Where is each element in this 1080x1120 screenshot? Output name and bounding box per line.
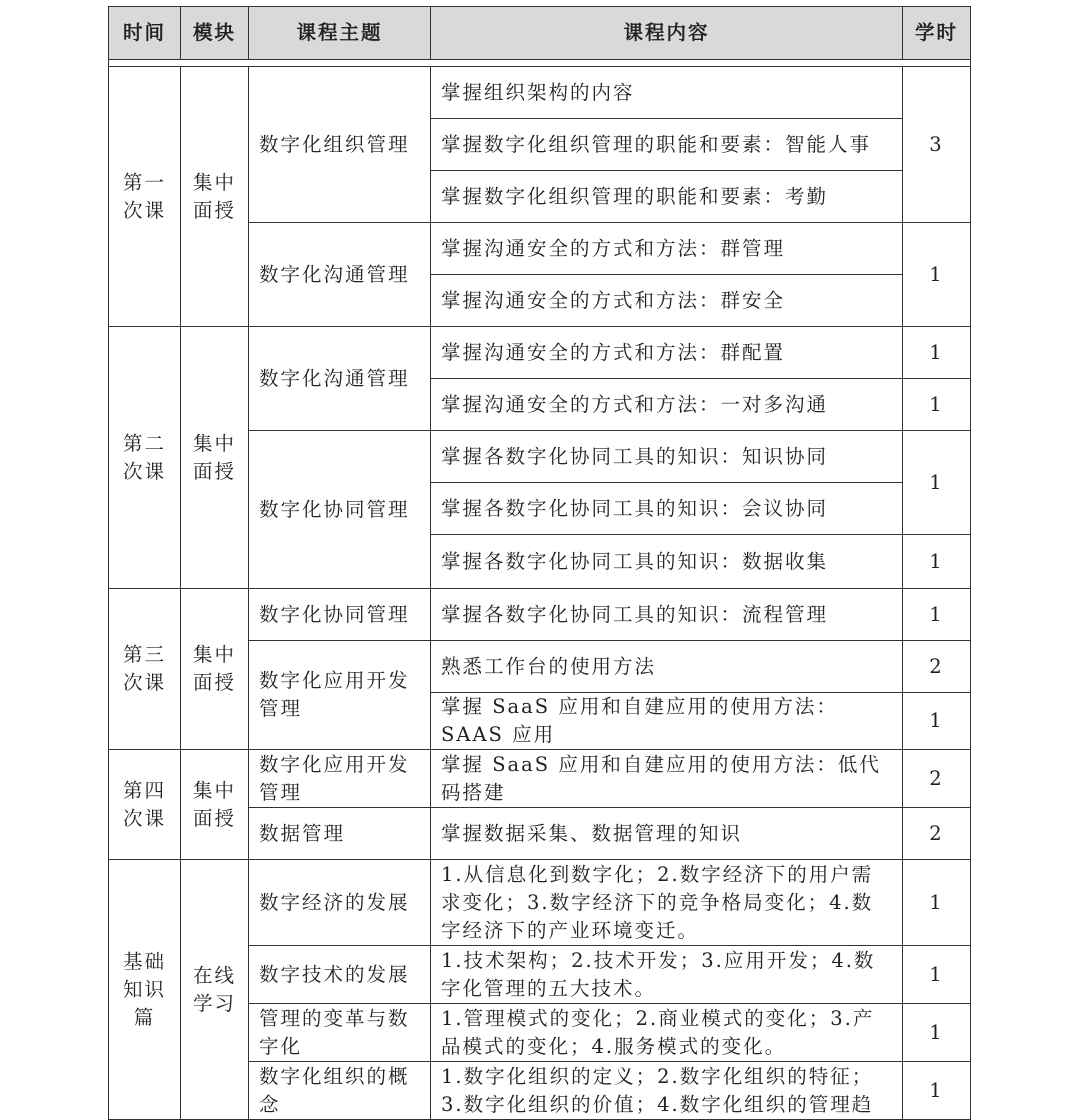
header-gap bbox=[109, 60, 971, 67]
course-hours: 1 bbox=[903, 589, 971, 641]
header-hours: 学时 bbox=[903, 7, 971, 60]
session-3-topic-1: 数字化协同管理 bbox=[249, 589, 431, 641]
table-row bbox=[109, 589, 971, 641]
course-hours: 1 bbox=[903, 535, 971, 589]
course-content: 掌握各数字化协同工具的知识：会议协同 bbox=[431, 483, 903, 535]
table-row bbox=[109, 327, 971, 379]
course-content: 1.管理模式的变化；2.商业模式的变化；3.产品模式的变化；4.服务模式的变化。 bbox=[431, 1004, 903, 1062]
course-content: 掌握 SaaS 应用和自建应用的使用方法：低代码搭建 bbox=[431, 750, 903, 808]
course-content: 掌握数字化组织管理的职能和要素：考勤 bbox=[431, 171, 903, 223]
course-hours: 1 bbox=[903, 327, 971, 379]
session-3-module: 集中面授 bbox=[181, 589, 249, 750]
course-content: 掌握数据采集、数据管理的知识 bbox=[431, 808, 903, 860]
session-1-topic-1: 数字化组织管理 bbox=[249, 67, 431, 223]
session-5-module: 在线学习 bbox=[181, 860, 249, 1120]
session-1-time: 第一次课 bbox=[109, 67, 181, 327]
header-topic: 课程主题 bbox=[249, 7, 431, 60]
session-4-module: 集中面授 bbox=[181, 750, 249, 860]
course-content: 掌握沟通安全的方式和方法：群管理 bbox=[431, 223, 903, 275]
course-content: 掌握组织架构的内容 bbox=[431, 67, 903, 119]
course-schedule-table bbox=[108, 6, 971, 1120]
session-3-time: 第三次课 bbox=[109, 589, 181, 750]
table-row bbox=[109, 860, 971, 946]
course-content: 掌握各数字化协同工具的知识：流程管理 bbox=[431, 589, 903, 641]
table-row bbox=[109, 67, 971, 119]
course-content: 掌握沟通安全的方式和方法：群配置 bbox=[431, 327, 903, 379]
course-hours: 2 bbox=[903, 808, 971, 860]
header-time: 时间 bbox=[109, 7, 181, 60]
course-hours: 1 bbox=[903, 946, 971, 1004]
course-content: 掌握沟通安全的方式和方法：群安全 bbox=[431, 275, 903, 327]
course-content: 掌握沟通安全的方式和方法：一对多沟通 bbox=[431, 379, 903, 431]
course-content: 掌握 SaaS 应用和自建应用的使用方法：SAAS 应用 bbox=[431, 693, 903, 750]
table-row bbox=[109, 750, 971, 808]
session-1-module: 集中面授 bbox=[181, 67, 249, 327]
session-4-time: 第四次课 bbox=[109, 750, 181, 860]
session-3-topic-2: 数字化应用开发管理 bbox=[249, 641, 431, 750]
course-content: 1.从信息化到数字化；2.数字经济下的用户需求变化；3.数字经济下的竞争格局变化；4.数字经济下的产业环境变迁。 bbox=[431, 860, 903, 946]
course-content: 1.数字化组织的定义；2.数字化组织的特征；3.数字化组织的价值；4.数字化组织的管理趋 bbox=[431, 1062, 903, 1120]
session-2-topic-1: 数字化沟通管理 bbox=[249, 327, 431, 431]
course-hours: 1 bbox=[903, 223, 971, 327]
session-2-topic-2: 数字化协同管理 bbox=[249, 431, 431, 589]
session-5-time: 基础知识篇 bbox=[109, 860, 181, 1120]
session-5-topic-4: 数字化组织的概念 bbox=[249, 1062, 431, 1120]
session-5-topic-2: 数字技术的发展 bbox=[249, 946, 431, 1004]
course-hours: 1 bbox=[903, 860, 971, 946]
course-hours: 3 bbox=[903, 67, 971, 223]
header-module: 模块 bbox=[181, 7, 249, 60]
session-5-topic-1: 数字经济的发展 bbox=[249, 860, 431, 946]
session-2-module: 集中面授 bbox=[181, 327, 249, 589]
course-hours: 1 bbox=[903, 1004, 971, 1062]
course-content: 熟悉工作台的使用方法 bbox=[431, 641, 903, 693]
course-hours: 1 bbox=[903, 431, 971, 535]
header-row bbox=[109, 7, 971, 60]
course-hours: 1 bbox=[903, 1062, 971, 1120]
course-content: 掌握各数字化协同工具的知识：数据收集 bbox=[431, 535, 903, 589]
session-4-topic-2: 数据管理 bbox=[249, 808, 431, 860]
course-content: 1.技术架构；2.技术开发；3.应用开发；4.数字化管理的五大技术。 bbox=[431, 946, 903, 1004]
session-4-topic-1: 数字化应用开发管理 bbox=[249, 750, 431, 808]
course-content: 掌握数字化组织管理的职能和要素：智能人事 bbox=[431, 119, 903, 171]
course-hours: 2 bbox=[903, 641, 971, 693]
session-1-topic-2: 数字化沟通管理 bbox=[249, 223, 431, 327]
course-content: 掌握各数字化协同工具的知识：知识协同 bbox=[431, 431, 903, 483]
course-hours: 1 bbox=[903, 379, 971, 431]
session-5-topic-3: 管理的变革与数字化 bbox=[249, 1004, 431, 1062]
session-2-time: 第二次课 bbox=[109, 327, 181, 589]
header-content: 课程内容 bbox=[431, 7, 903, 60]
course-hours: 1 bbox=[903, 693, 971, 750]
course-hours: 2 bbox=[903, 750, 971, 808]
